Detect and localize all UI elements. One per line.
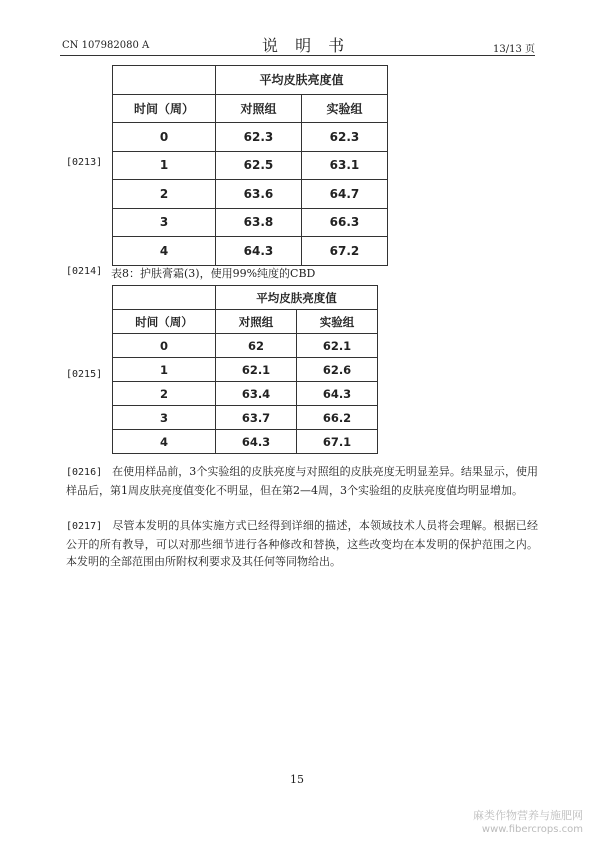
table-corner-cell xyxy=(113,66,216,95)
paragraph-0217 xyxy=(66,517,538,571)
exp-cell: 63.1 xyxy=(301,151,387,180)
table-caption: 表8：护肤膏霜(3)，使用99%纯度的CBD xyxy=(111,267,316,280)
week-cell: 4 xyxy=(113,237,216,266)
table-row xyxy=(113,430,378,454)
table-row xyxy=(113,237,388,266)
week-cell: 1 xyxy=(113,151,216,180)
group-header: 平均皮肤亮度值 xyxy=(216,286,378,310)
control-cell: 62 xyxy=(216,334,297,358)
col-exp-header: 实验组 xyxy=(297,310,378,334)
week-cell: 1 xyxy=(113,358,216,382)
col-week-header: 时间（周） xyxy=(113,94,216,123)
exp-cell: 62.1 xyxy=(297,334,378,358)
table-corner-cell xyxy=(113,286,216,310)
week-cell: 3 xyxy=(113,208,216,237)
watermark-url: www.fibercrops.com xyxy=(481,824,583,835)
table-row xyxy=(113,358,378,382)
exp-cell: 64.7 xyxy=(301,180,387,209)
control-cell: 62.1 xyxy=(216,358,297,382)
exp-cell: 62.3 xyxy=(301,123,387,152)
exp-cell: 66.3 xyxy=(301,208,387,237)
table-row xyxy=(113,123,388,152)
para-num-0217: [0217] xyxy=(66,521,103,532)
week-cell: 0 xyxy=(113,334,216,358)
paragraph-text: 尽管本发明的具体实施方式已经得到详细的描述，本领域技术人员将会理解。根据已经公开的所有教导，可以对那些细节进行各种修改和替换，这些改变均在本发明的保护范围之内。本发明的全部范围由所附权利要求及其任何等同物给出。 xyxy=(66,519,538,568)
week-cell: 0 xyxy=(113,123,216,152)
table-row xyxy=(113,382,378,406)
header-rule xyxy=(60,55,535,56)
paragraph-text: 在使用样品前，3个实验组的皮肤亮度与对照组的皮肤亮度无明显差异。结果显示，使用样品后，第1周皮肤亮度值变化不明显，但在第2—4周，3个实验组的皮肤亮度值均明显增加。 xyxy=(66,465,538,497)
col-week-header: 时间（周） xyxy=(113,310,216,334)
table-row xyxy=(113,406,378,430)
control-cell: 62.3 xyxy=(216,123,302,152)
control-cell: 64.3 xyxy=(216,237,302,266)
table-row xyxy=(113,208,388,237)
control-cell: 63.4 xyxy=(216,382,297,406)
table-row xyxy=(113,180,388,209)
col-control-header: 对照组 xyxy=(216,310,297,334)
control-cell: 63.6 xyxy=(216,180,302,209)
para-num-0215: [0215] xyxy=(66,369,103,380)
page-counter: 13/13 页 xyxy=(493,44,535,55)
week-cell: 4 xyxy=(113,430,216,454)
paragraph-0216 xyxy=(66,463,538,499)
exp-cell: 66.2 xyxy=(297,406,378,430)
exp-cell: 62.6 xyxy=(297,358,378,382)
control-cell: 64.3 xyxy=(216,430,297,454)
table-column-row xyxy=(113,94,388,123)
week-cell: 3 xyxy=(113,406,216,430)
week-cell: 2 xyxy=(113,180,216,209)
col-control-header: 对照组 xyxy=(216,94,302,123)
exp-cell: 67.1 xyxy=(297,430,378,454)
skin-brightness-table-2 xyxy=(112,285,378,454)
week-cell: 2 xyxy=(113,382,216,406)
exp-cell: 64.3 xyxy=(297,382,378,406)
control-cell: 62.5 xyxy=(216,151,302,180)
watermark-text: 麻类作物营养与施肥网 xyxy=(473,809,583,822)
control-cell: 63.8 xyxy=(216,208,302,237)
page-number: 15 xyxy=(290,773,304,786)
para-num-0216: [0216] xyxy=(66,467,103,478)
control-cell: 63.7 xyxy=(216,406,297,430)
patent-number: CN 107982080 A xyxy=(62,40,150,51)
table-row xyxy=(113,334,378,358)
document-title: 说 明 书 xyxy=(262,36,351,55)
table-column-row xyxy=(113,310,378,334)
skin-brightness-table-1 xyxy=(112,65,388,266)
group-header: 平均皮肤亮度值 xyxy=(216,66,388,95)
para-num-0214: [0214] xyxy=(66,266,103,277)
table-header-row xyxy=(113,66,388,95)
table-header-row xyxy=(113,286,378,310)
para-num-0213: [0213] xyxy=(66,157,103,168)
exp-cell: 67.2 xyxy=(301,237,387,266)
col-exp-header: 实验组 xyxy=(301,94,387,123)
table-row xyxy=(113,151,388,180)
